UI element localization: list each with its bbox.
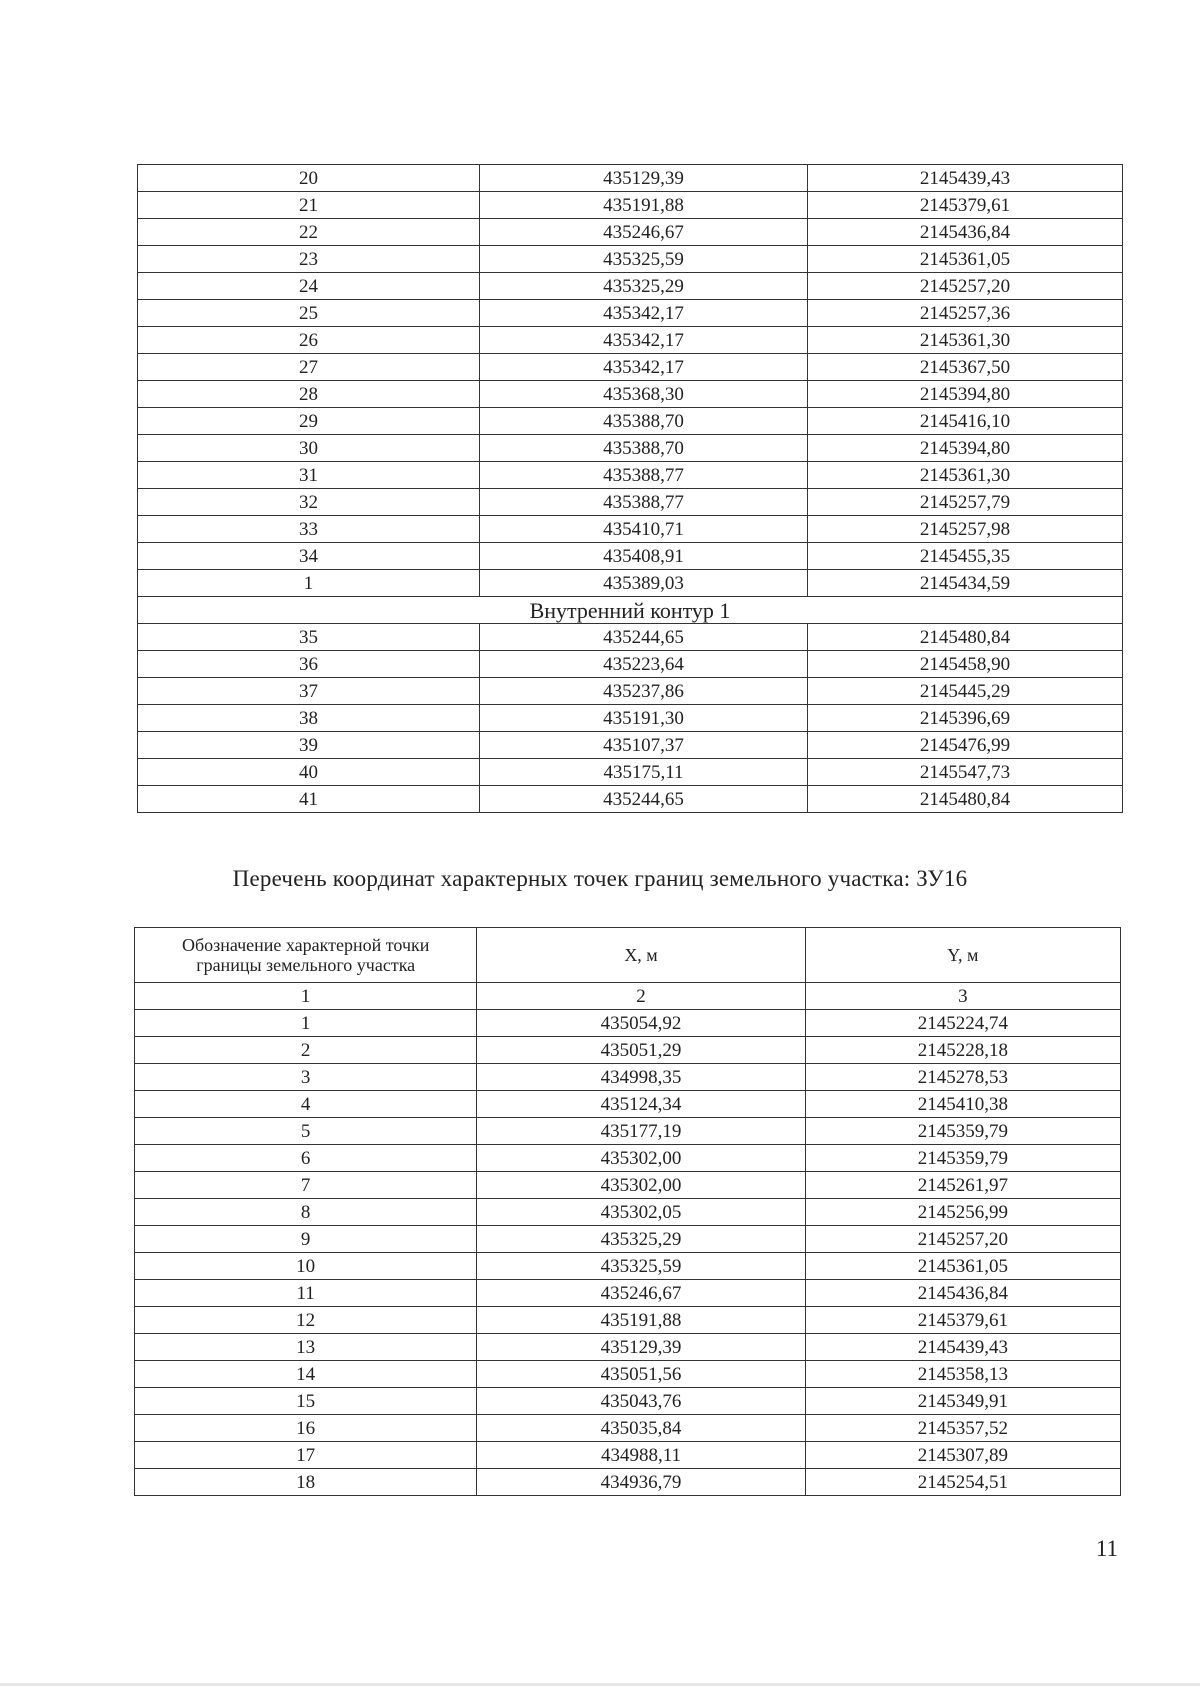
point-number-cell: 41 <box>138 786 480 813</box>
x-coordinate-cell: 435175,11 <box>480 759 808 786</box>
x-coordinate-cell: 435388,77 <box>480 462 808 489</box>
x-coordinate-cell: 435325,59 <box>477 1253 805 1280</box>
x-coordinate-cell: 435051,56 <box>477 1361 805 1388</box>
table-row <box>135 1334 1121 1361</box>
x-coordinate-cell: 435246,67 <box>477 1280 805 1307</box>
y-coordinate-cell: 2145367,50 <box>808 354 1123 381</box>
y-coordinate-cell: 2145396,69 <box>808 705 1123 732</box>
point-number-cell: 37 <box>138 678 480 705</box>
table-row <box>138 651 1123 678</box>
x-coordinate-cell: 435043,76 <box>477 1388 805 1415</box>
y-coordinate-cell: 2145410,38 <box>805 1091 1120 1118</box>
point-number-cell: 6 <box>135 1145 477 1172</box>
y-coordinate-cell: 2145379,61 <box>805 1307 1120 1334</box>
x-coordinate-cell: 435223,64 <box>480 651 808 678</box>
y-coordinate-cell: 2145257,36 <box>808 300 1123 327</box>
x-coordinate-cell: 435325,29 <box>480 273 808 300</box>
table-row <box>138 732 1123 759</box>
y-coordinate-cell: 2145361,30 <box>808 462 1123 489</box>
point-number-cell: 28 <box>138 381 480 408</box>
x-coordinate-cell: 435325,29 <box>477 1226 805 1253</box>
y-coordinate-cell: 2145455,35 <box>808 543 1123 570</box>
y-coordinate-cell: 2145261,97 <box>805 1172 1120 1199</box>
x-coordinate-cell: 435302,05 <box>477 1199 805 1226</box>
x-coordinate-cell: 435408,91 <box>480 543 808 570</box>
x-coordinate-cell: 435107,37 <box>480 732 808 759</box>
point-number-cell: 36 <box>138 651 480 678</box>
table-row <box>138 273 1123 300</box>
y-coordinate-cell: 2145257,79 <box>808 489 1123 516</box>
point-number-cell: 30 <box>138 435 480 462</box>
point-number-cell: 1 <box>138 570 480 597</box>
y-coordinate-cell: 2145224,74 <box>805 1010 1120 1037</box>
x-coordinate-cell: 435051,29 <box>477 1037 805 1064</box>
table-row <box>138 165 1123 192</box>
point-number-cell: 26 <box>138 327 480 354</box>
point-number-cell: 34 <box>138 543 480 570</box>
point-number-cell: 12 <box>135 1307 477 1334</box>
point-number-cell: 23 <box>138 246 480 273</box>
point-number-cell: 2 <box>135 1037 477 1064</box>
inner-contour-rows <box>138 624 1123 813</box>
x-coordinate-cell: 434988,11 <box>477 1442 805 1469</box>
table-row <box>135 1091 1121 1118</box>
point-number-cell: 17 <box>135 1442 477 1469</box>
x-coordinate-cell: 435388,70 <box>480 408 808 435</box>
x-coordinate-cell: 435302,00 <box>477 1172 805 1199</box>
point-number-cell: 39 <box>138 732 480 759</box>
table-row <box>135 1199 1121 1226</box>
y-coordinate-cell: 2145359,79 <box>805 1145 1120 1172</box>
x-coordinate-cell: 435244,65 <box>480 786 808 813</box>
table-row <box>135 1010 1121 1037</box>
x-coordinate-cell: 435389,03 <box>480 570 808 597</box>
y-coordinate-cell: 2145349,91 <box>805 1388 1120 1415</box>
table-row <box>135 1172 1121 1199</box>
point-number-cell: 9 <box>135 1226 477 1253</box>
header-point-designation: Обозначение характерной точки границы земельного участка <box>135 928 477 983</box>
x-coordinate-cell: 435191,88 <box>477 1307 805 1334</box>
coordinates-table-zu16 <box>134 927 1121 1496</box>
point-number-cell: 31 <box>138 462 480 489</box>
table-row <box>138 462 1123 489</box>
table-row <box>138 192 1123 219</box>
table-row <box>138 300 1123 327</box>
y-coordinate-cell: 2145458,90 <box>808 651 1123 678</box>
x-coordinate-cell: 435177,19 <box>477 1118 805 1145</box>
table-row <box>138 624 1123 651</box>
x-coordinate-cell: 435342,17 <box>480 300 808 327</box>
x-coordinate-cell: 435246,67 <box>480 219 808 246</box>
y-coordinate-cell: 2145480,84 <box>808 786 1123 813</box>
point-number-cell: 35 <box>138 624 480 651</box>
y-coordinate-cell: 2145439,43 <box>808 165 1123 192</box>
y-coordinate-cell: 2145361,05 <box>808 246 1123 273</box>
point-number-cell: 1 <box>135 1010 477 1037</box>
y-coordinate-cell: 2145361,30 <box>808 327 1123 354</box>
point-number-cell: 7 <box>135 1172 477 1199</box>
y-coordinate-cell: 2145416,10 <box>808 408 1123 435</box>
point-number-cell: 25 <box>138 300 480 327</box>
y-coordinate-cell: 2145394,80 <box>808 381 1123 408</box>
table-row <box>135 1145 1121 1172</box>
point-number-cell: 5 <box>135 1118 477 1145</box>
x-coordinate-cell: 435410,71 <box>480 516 808 543</box>
x-coordinate-cell: 435054,92 <box>477 1010 805 1037</box>
table-row <box>135 1361 1121 1388</box>
table-row <box>138 327 1123 354</box>
table-row <box>138 381 1123 408</box>
point-number-cell: 13 <box>135 1334 477 1361</box>
x-coordinate-cell: 435342,17 <box>480 354 808 381</box>
column-number-2: 2 <box>477 983 805 1010</box>
x-coordinate-cell: 435129,39 <box>477 1334 805 1361</box>
table-row <box>138 678 1123 705</box>
table-row <box>138 489 1123 516</box>
y-coordinate-cell: 2145257,20 <box>805 1226 1120 1253</box>
table-row <box>138 570 1123 597</box>
point-number-cell: 40 <box>138 759 480 786</box>
column-number-3: 3 <box>805 983 1120 1010</box>
point-number-cell: 33 <box>138 516 480 543</box>
table-row <box>135 1118 1121 1145</box>
y-coordinate-cell: 2145436,84 <box>808 219 1123 246</box>
point-number-cell: 24 <box>138 273 480 300</box>
table-row <box>138 543 1123 570</box>
y-coordinate-cell: 2145476,99 <box>808 732 1123 759</box>
y-coordinate-cell: 2145359,79 <box>805 1118 1120 1145</box>
x-coordinate-cell: 435368,30 <box>480 381 808 408</box>
page-number: 11 <box>1095 1536 1118 1561</box>
point-number-cell: 22 <box>138 219 480 246</box>
point-number-cell: 27 <box>138 354 480 381</box>
y-coordinate-cell: 2145357,52 <box>805 1415 1120 1442</box>
inner-contour-label: Внутренний контур 1 <box>138 597 1123 624</box>
point-number-cell: 10 <box>135 1253 477 1280</box>
x-coordinate-cell: 435244,65 <box>480 624 808 651</box>
y-coordinate-cell: 2145307,89 <box>805 1442 1120 1469</box>
section-title: Перечень координат характерных точек границ земельного участка: ЗУ16 <box>232 866 968 891</box>
x-coordinate-cell: 434936,79 <box>477 1469 805 1496</box>
y-coordinate-cell: 2145379,61 <box>808 192 1123 219</box>
table-row <box>138 759 1123 786</box>
y-coordinate-cell: 2145257,98 <box>808 516 1123 543</box>
table-row <box>135 1307 1121 1334</box>
table-row <box>135 1280 1121 1307</box>
y-coordinate-cell: 2145254,51 <box>805 1469 1120 1496</box>
table-row <box>135 1469 1121 1496</box>
column-number-1: 1 <box>135 983 477 1010</box>
table-row <box>135 1064 1121 1091</box>
y-coordinate-cell: 2145394,80 <box>808 435 1123 462</box>
x-coordinate-cell: 435191,30 <box>480 705 808 732</box>
point-number-cell: 14 <box>135 1361 477 1388</box>
header-x: X, м <box>477 928 805 983</box>
table-header-row <box>135 928 1121 983</box>
table-row <box>135 1442 1121 1469</box>
y-coordinate-cell: 2145436,84 <box>805 1280 1120 1307</box>
table-row <box>138 786 1123 813</box>
outer-contour-rows <box>138 165 1123 597</box>
table-row <box>135 1226 1121 1253</box>
y-coordinate-cell: 2145256,99 <box>805 1199 1120 1226</box>
header-y: Y, м <box>805 928 1120 983</box>
table-row <box>138 354 1123 381</box>
column-number-row <box>135 983 1121 1010</box>
table-row <box>138 516 1123 543</box>
table-row <box>135 1415 1121 1442</box>
coordinates-table-continued <box>137 164 1123 813</box>
y-coordinate-cell: 2145434,59 <box>808 570 1123 597</box>
point-number-cell: 18 <box>135 1469 477 1496</box>
x-coordinate-cell: 435129,39 <box>480 165 808 192</box>
y-coordinate-cell: 2145480,84 <box>808 624 1123 651</box>
table-row <box>138 246 1123 273</box>
table-row <box>138 435 1123 462</box>
point-number-cell: 8 <box>135 1199 477 1226</box>
x-coordinate-cell: 435388,70 <box>480 435 808 462</box>
x-coordinate-cell: 435388,77 <box>480 489 808 516</box>
y-coordinate-cell: 2145547,73 <box>808 759 1123 786</box>
table-row <box>135 1253 1121 1280</box>
y-coordinate-cell: 2145439,43 <box>805 1334 1120 1361</box>
point-number-cell: 21 <box>138 192 480 219</box>
point-number-cell: 3 <box>135 1064 477 1091</box>
x-coordinate-cell: 434998,35 <box>477 1064 805 1091</box>
table-row <box>135 1388 1121 1415</box>
x-coordinate-cell: 435302,00 <box>477 1145 805 1172</box>
zu16-rows <box>135 1010 1121 1496</box>
point-number-cell: 38 <box>138 705 480 732</box>
point-number-cell: 15 <box>135 1388 477 1415</box>
scan-edge-line <box>0 1683 1200 1686</box>
point-number-cell: 32 <box>138 489 480 516</box>
x-coordinate-cell: 435237,86 <box>480 678 808 705</box>
y-coordinate-cell: 2145228,18 <box>805 1037 1120 1064</box>
x-coordinate-cell: 435342,17 <box>480 327 808 354</box>
table-row <box>138 219 1123 246</box>
point-number-cell: 16 <box>135 1415 477 1442</box>
y-coordinate-cell: 2145361,05 <box>805 1253 1120 1280</box>
point-number-cell: 20 <box>138 165 480 192</box>
y-coordinate-cell: 2145278,53 <box>805 1064 1120 1091</box>
table-row <box>138 705 1123 732</box>
point-number-cell: 29 <box>138 408 480 435</box>
table-row <box>138 408 1123 435</box>
point-number-cell: 4 <box>135 1091 477 1118</box>
x-coordinate-cell: 435035,84 <box>477 1415 805 1442</box>
y-coordinate-cell: 2145358,13 <box>805 1361 1120 1388</box>
x-coordinate-cell: 435325,59 <box>480 246 808 273</box>
contour-header-row <box>138 597 1123 624</box>
y-coordinate-cell: 2145257,20 <box>808 273 1123 300</box>
table-row <box>135 1037 1121 1064</box>
y-coordinate-cell: 2145445,29 <box>808 678 1123 705</box>
x-coordinate-cell: 435191,88 <box>480 192 808 219</box>
x-coordinate-cell: 435124,34 <box>477 1091 805 1118</box>
point-number-cell: 11 <box>135 1280 477 1307</box>
